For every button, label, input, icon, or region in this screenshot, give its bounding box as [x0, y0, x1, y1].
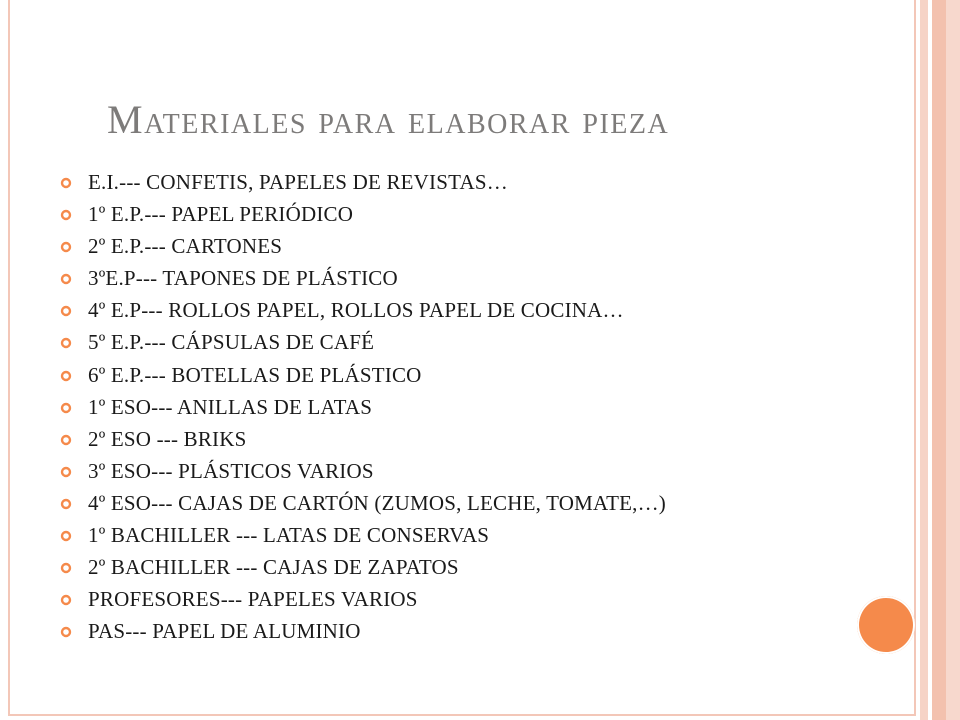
list-item-text: 6º E.P.--- BOTELLAS DE PLÁSTICO	[88, 362, 422, 387]
list-item	[60, 427, 820, 451]
list-item	[60, 363, 820, 387]
list-item-text: 1º BACHILLER --- LATAS DE CONSERVAS	[88, 523, 490, 548]
slide-title: Materiales para elaborar pieza	[107, 97, 670, 142]
ring-bullet-icon	[60, 370, 72, 382]
ring-bullet-icon	[60, 498, 72, 510]
list-item	[60, 587, 820, 611]
ring-bullet-icon	[60, 337, 72, 349]
list-item-text: 3ºE.P--- TAPONES DE PLÁSTICO	[88, 266, 398, 291]
list-item-text: 2º ESO --- BRIKS	[88, 426, 247, 451]
list-item-text: 2º BACHILLER --- CAJAS DE ZAPATOS	[88, 555, 459, 580]
list-item-text: 2º E.P.--- CARTONES	[88, 234, 283, 259]
ring-bullet-icon	[60, 177, 72, 189]
list-item-text: E.I.--- CONFETIS, PAPELES DE REVISTAS…	[88, 170, 508, 194]
list-item	[60, 298, 820, 322]
ring-bullet-icon	[60, 530, 72, 542]
materials-list	[60, 170, 820, 651]
ring-bullet-icon	[60, 273, 72, 285]
list-item	[60, 459, 820, 483]
list-item	[60, 619, 820, 643]
list-item	[60, 202, 820, 226]
ring-bullet-icon	[60, 305, 72, 317]
list-item	[60, 234, 820, 258]
list-item-text: 4º E.P--- ROLLOS PAPEL, ROLLOS PAPEL DE COCINA…	[88, 298, 624, 323]
ring-bullet-icon	[60, 241, 72, 253]
ring-bullet-icon	[60, 209, 72, 221]
list-item	[60, 330, 820, 354]
list-item-text: PAS--- PAPEL DE ALUMINIO	[88, 619, 361, 644]
list-item	[60, 523, 820, 547]
decorative-stripes	[916, 0, 960, 720]
list-item	[60, 266, 820, 290]
orange-circle-decoration	[857, 596, 915, 654]
ring-bullet-icon	[60, 594, 72, 606]
list-item-text: 5º E.P.--- CÁPSULAS DE CAFÉ	[88, 330, 375, 355]
list-item-text: PROFESORES--- PAPELES VARIOS	[88, 587, 418, 612]
list-item	[60, 170, 820, 194]
ring-bullet-icon	[60, 434, 72, 446]
list-item-text: 1º E.P.--- PAPEL PERIÓDICO	[88, 202, 354, 227]
ring-bullet-icon	[60, 402, 72, 414]
list-item	[60, 555, 820, 579]
list-item	[60, 491, 820, 515]
ring-bullet-icon	[60, 626, 72, 638]
list-item-text: 4º ESO--- CAJAS DE CARTÓN (ZUMOS, LECHE, TOMATE,…)	[88, 490, 666, 515]
ring-bullet-icon	[60, 562, 72, 574]
list-item	[60, 395, 820, 419]
ring-bullet-icon	[60, 466, 72, 478]
list-item-text: 3º ESO--- PLÁSTICOS VARIOS	[88, 458, 374, 483]
list-item-text: 1º ESO--- ANILLAS DE LATAS	[88, 394, 373, 419]
